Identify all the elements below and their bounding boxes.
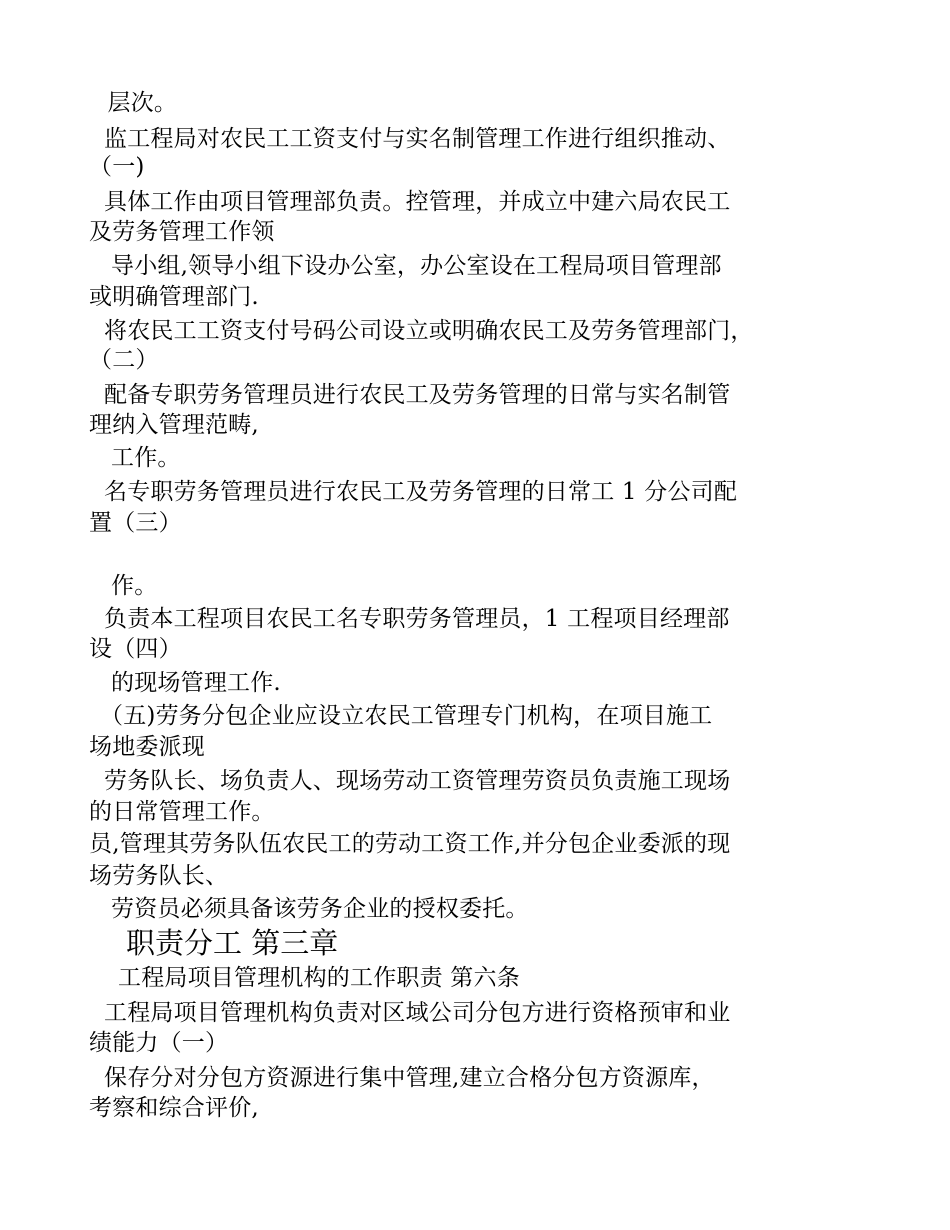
chapter-heading: 职责分工 第三章 [126, 926, 339, 960]
text-line: 考察和综合评价, [89, 1095, 259, 1121]
text-line: 监工程局对农民工工资支付与实名制管理工作进行组织推动、 [104, 126, 731, 152]
text-line: （五)劳务分包企业应设立农民工管理专门机构，在项目施工 [100, 703, 713, 729]
text-line: 工作。 [96, 445, 181, 471]
text-line: 绩能力（一） [89, 1030, 229, 1056]
text-line: 负责本工程项目农民工名专职劳务管理员，1 工程项目经理部 [104, 606, 730, 632]
text-line: 工程局项目管理机构负责对区域公司分包方进行资格预审和业 [104, 1000, 731, 1026]
text-line: 作。 [96, 573, 158, 599]
text-line: 场地委派现 [89, 734, 205, 760]
text-line: 层次。 [100, 90, 178, 116]
text-line: 将农民工工资支付号码公司设立或明确农民工及劳务管理部门， [104, 318, 754, 344]
text-line: 或明确管理部门. [89, 284, 259, 310]
text-line: 保存分对分包方资源进行集中管理,建立合格分包方资源库， [104, 1065, 715, 1091]
text-line: 劳资员必须具备该劳务企业的授权委托。 [96, 896, 529, 922]
text-line: 理纳入管理范畴, [89, 412, 259, 438]
text-line: 名专职劳务管理员进行农民工及劳务管理的日常工 1 分公司配 [104, 479, 738, 505]
text-line: 的现场管理工作. [96, 670, 281, 696]
text-line: 及劳务管理工作领 [89, 219, 275, 245]
article-heading: 工程局项目管理机构的工作职责 第六条 [118, 965, 520, 991]
text-line: （一) [89, 154, 145, 180]
text-line: 设（四） [89, 636, 182, 662]
text-line: 配备专职劳务管理员进行农民工及劳务管理的日常与实名制管 [104, 382, 731, 408]
text-line: 导小组,领导小组下设办公室，办公室设在工程局项目管理部 [96, 253, 722, 279]
text-line: 员,管理其劳务队伍农民工的劳动工资工作,并分包企业委派的现 [89, 831, 731, 857]
text-line: 具体工作由项目管理部负责。控管理，并成立中建六局农民工 [104, 189, 731, 215]
text-line: （二） [89, 347, 159, 373]
text-line: 场劳务队长、 [89, 863, 229, 889]
text-line: 置（三） [89, 510, 182, 536]
text-line: 劳务队长、场负责人、现场劳动工资管理劳资员负责施工现场 [104, 768, 731, 794]
text-line: 的日常管理工作。 [89, 799, 275, 825]
